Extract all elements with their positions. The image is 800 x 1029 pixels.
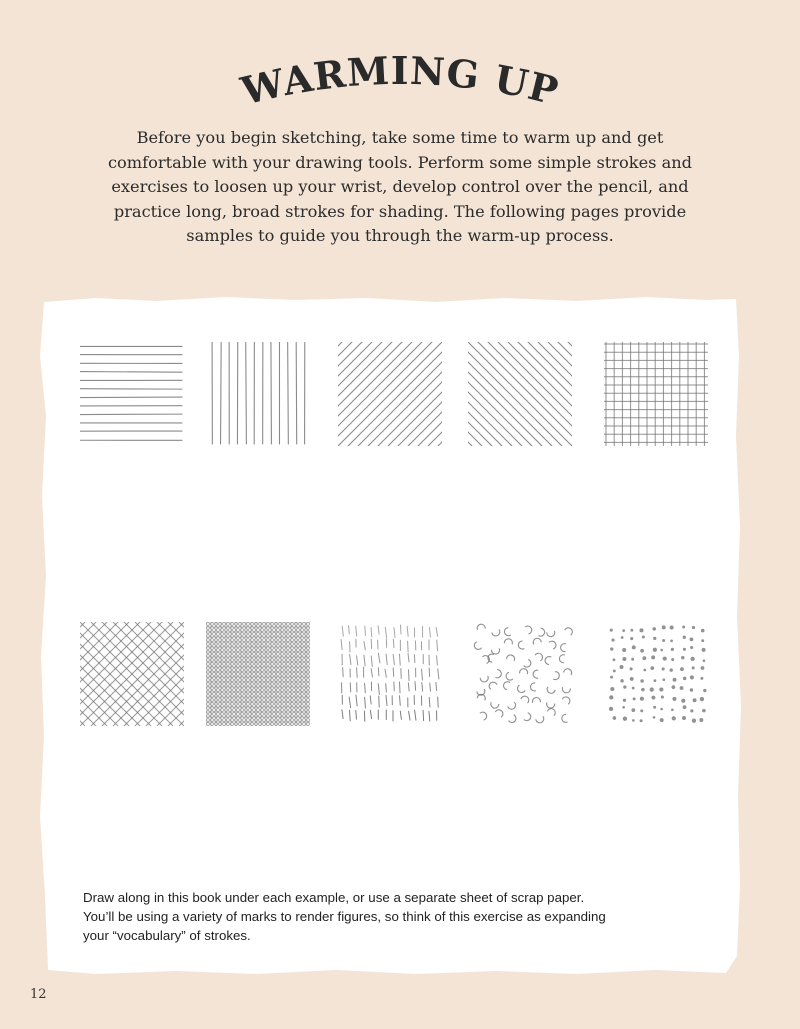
caption-line: You’ll be using a variety of marks to render figures, so think of this exercise as expanding [83, 909, 606, 924]
grid-crosshatch-swatch [604, 342, 708, 446]
intro-line: samples to guide you through the warm-up process. [186, 226, 614, 246]
page-title-text: WARMING UP [236, 47, 564, 110]
dense-crosshatch-swatch [206, 622, 310, 726]
caption-line: Draw along in this book under each example, or use a separate sheet of scrap paper. [83, 890, 585, 905]
stipple-dots-swatch [606, 622, 710, 726]
page-number: 12 [30, 987, 47, 1002]
intro-line: comfortable with your drawing tools. Perform some simple strokes and [107, 152, 693, 172]
caption-line: your “vocabulary” of strokes. [83, 928, 251, 943]
diagonal-left-lines-swatch [468, 342, 572, 446]
svg-text:WARMING UP [236, 48, 564, 110]
horizontal-lines-swatch [80, 342, 184, 446]
diagonal-right-lines-swatch [338, 342, 442, 446]
short-strokes-swatch [338, 622, 442, 726]
torn-paper-panel [36, 296, 742, 976]
squiggles-swatch [472, 622, 576, 726]
diagonal-crosshatch-swatch [80, 622, 184, 726]
page-title [0, 40, 800, 110]
intro-line: practice long, broad strokes for shading. The following pages provide [113, 201, 687, 221]
instruction-caption [83, 888, 723, 945]
vertical-lines-swatch [208, 342, 312, 446]
intro-line: exercises to loosen up your wrist, develop control over the pencil, and [111, 177, 689, 197]
intro-paragraph [60, 126, 740, 249]
intro-line: Before you begin sketching, take some time to warm up and get [136, 128, 664, 147]
